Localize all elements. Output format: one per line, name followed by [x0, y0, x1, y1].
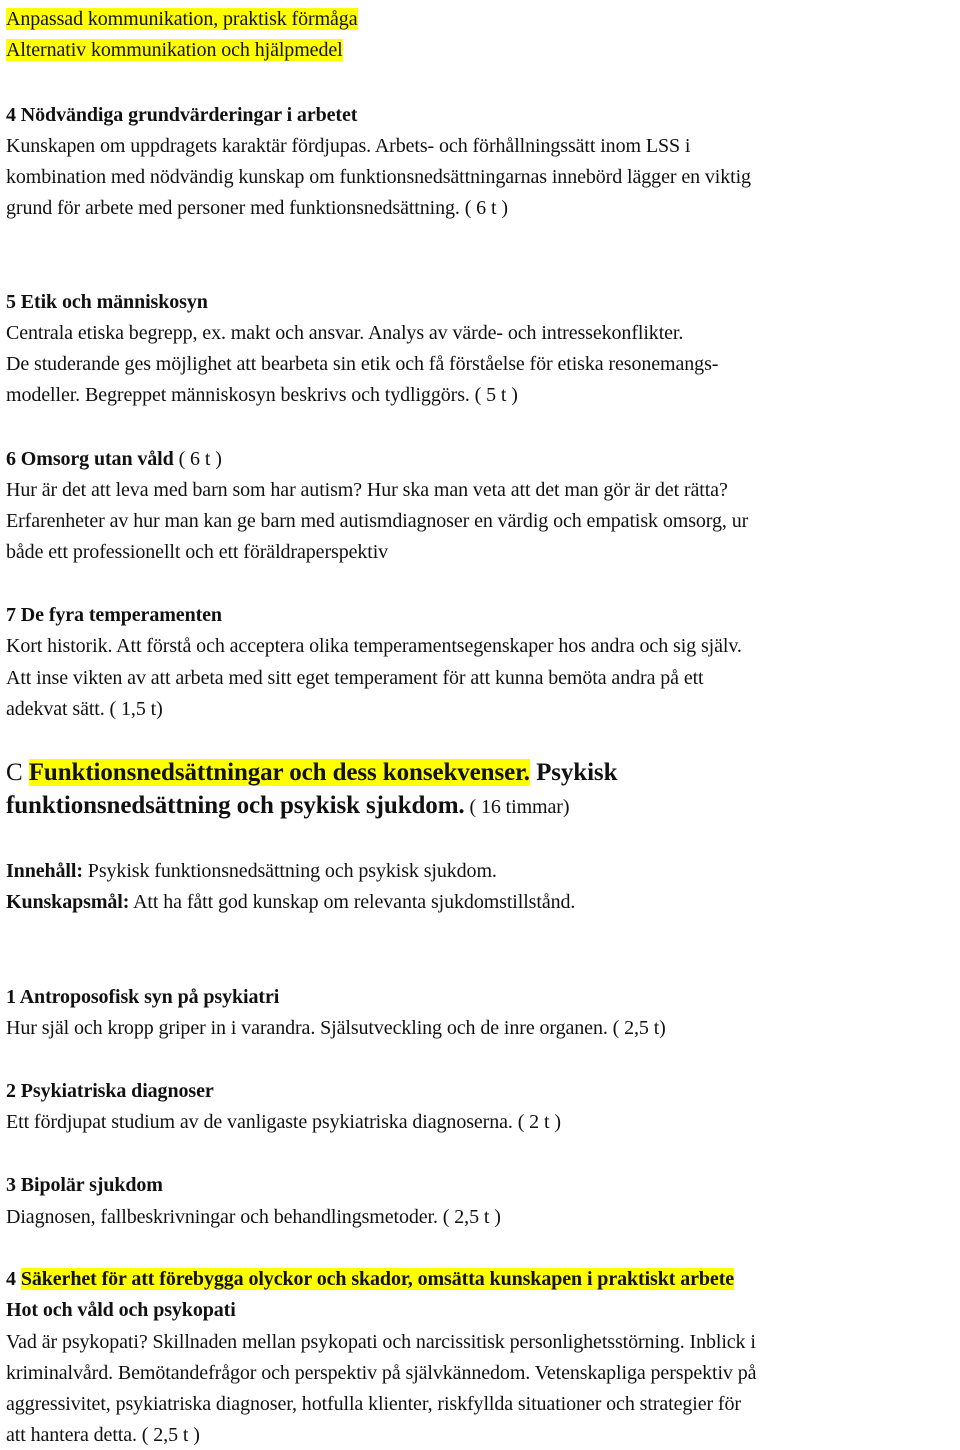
- paragraph-line: Centrala etiska begrepp, ex. makt och ansvar. Analys av värde- och intressekonflikter.: [6, 322, 684, 344]
- paragraph-line: Hur själ och kropp griper in i varandra. Själsutveckling och de inre organen. ( 2,5 t): [6, 1017, 666, 1039]
- c4-heading: 4 Säkerhet för att förebygga olyckor och skador, omsätta kunskapen i praktiskt arbete: [6, 1268, 735, 1290]
- innehall-line: Innehåll: Psykisk funktionsnedsättning och psykisk sjukdom.: [6, 860, 497, 882]
- paragraph-line: att hantera detta. ( 2,5 t ): [6, 1424, 200, 1446]
- paragraph-line: kombination med nödvändig kunskap om funktionsnedsättningarnas innebörd lägger en viktig: [6, 166, 751, 188]
- paragraph-line: Kunskapen om uppdragets karaktär fördjupas. Arbets- och förhållningssätt inom LSS i: [6, 135, 691, 157]
- top-line-2: [6, 37, 343, 63]
- paragraph-line: Hur är det att leva med barn som har autism? Hur ska man veta att det man gör är det rätta?: [6, 479, 728, 501]
- paragraph-line: adekvat sätt. ( 1,5 t): [6, 698, 163, 720]
- kunskapsmal-line: Kunskapsmål: Att ha fått god kunskap om relevanta sjukdomstillstånd.: [6, 891, 576, 913]
- paragraph-line: Kort historik. Att förstå och acceptera olika temperamentsegenskaper hos andra och sig själv.: [6, 635, 742, 657]
- paragraph-line: Vad är psykopati? Skillnaden mellan psykopati och narcissitisk personlighetsstörning. Inblick i: [6, 1331, 756, 1353]
- highlight-text: Alternativ kommunikation och hjälpmedel: [6, 39, 343, 61]
- paragraph-line: både ett professionellt och ett föräldraperspektiv: [6, 541, 389, 563]
- paragraph-line: kriminalvård. Bemötandefrågor och perspektiv på självkännedom. Vetenskapliga perspektiv på: [6, 1362, 757, 1384]
- section-7-heading: 7 De fyra temperamenten: [6, 604, 222, 626]
- highlight-text: Säkerhet för att förebygga olyckor och skador, omsätta kunskapen i praktiskt arbete: [20, 1268, 735, 1290]
- section-4-heading: 4 Nödvändiga grundvärderingar i arbetet: [6, 104, 358, 126]
- section-c-title: C Funktionsnedsättningar och dess konsekvenser. Psykisk: [6, 759, 618, 786]
- paragraph-line: grund för arbete med personer med funktionsnedsättning. ( 6 t ): [6, 197, 508, 219]
- section-5-heading: 5 Etik och människosyn: [6, 291, 208, 313]
- highlight-text: Funktionsnedsättningar och dess konsekvenser.: [28, 759, 530, 786]
- paragraph-line: aggressivitet, psykiatriska diagnoser, hotfulla klienter, riskfyllda situationer och strategier för: [6, 1393, 741, 1415]
- paragraph-line: Ett fördjupat studium av de vanligaste psykiatriska diagnoserna. ( 2 t ): [6, 1111, 561, 1133]
- paragraph-line: modeller. Begreppet människosyn beskrivs och tydliggörs. ( 5 t ): [6, 384, 518, 406]
- highlight-text: Anpassad kommunikation, praktisk förmåga: [6, 8, 358, 30]
- c1-heading: 1 Antroposofisk syn på psykiatri: [6, 986, 280, 1008]
- paragraph-line: Diagnosen, fallbeskrivningar och behandlingsmetoder. ( 2,5 t ): [6, 1206, 501, 1228]
- c3-heading: 3 Bipolär sjukdom: [6, 1174, 163, 1196]
- c2-heading: 2 Psykiatriska diagnoser: [6, 1080, 214, 1102]
- paragraph-line: Att inse vikten av att arbeta med sitt eget temperament för att kunna bemöta andra på ett: [6, 667, 704, 689]
- paragraph-line: Erfarenheter av hur man kan ge barn med autismdiagnoser en värdig och empatisk omsorg, ur: [6, 510, 749, 532]
- c4-subheading: Hot och våld och psykopati: [6, 1299, 236, 1321]
- section-c-title-line-2: funktionsnedsättning och psykisk sjukdom. ( 16 timmar): [6, 792, 570, 819]
- paragraph-line: De studerande ges möjlighet att bearbeta sin etik och få förståelse för etiska resonemangs-: [6, 353, 719, 375]
- top-line-1: [6, 6, 358, 32]
- section-6-heading: 6 Omsorg utan våld ( 6 t ): [6, 448, 222, 470]
